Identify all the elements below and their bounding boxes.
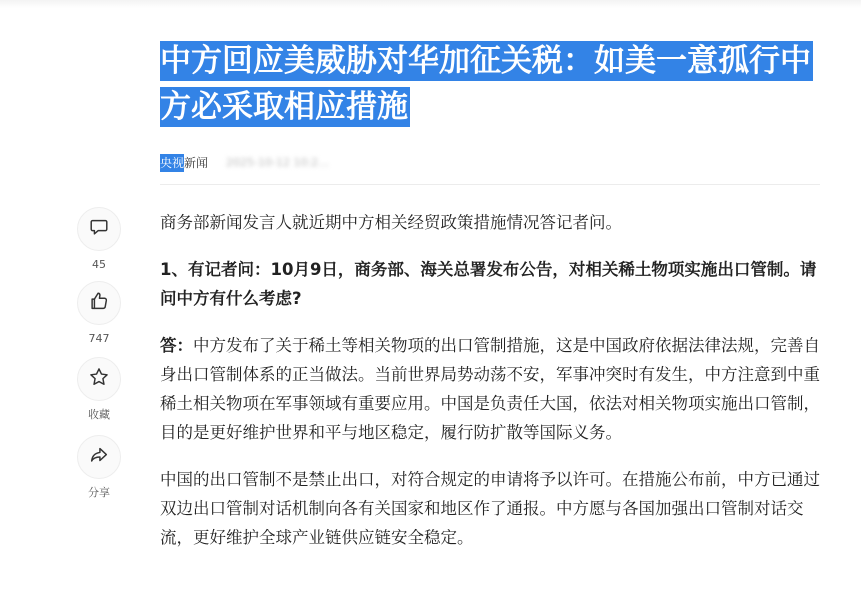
answer-text: 中方发布了关于稀土等相关物项的出口管制措施，这是中国政府依据法律法规，完善自身出口管制体系的正当做法。当前世界局势动荡不安，军事冲突时有发生，中方注意到中重稀土相关物项在军事领域有重要应用。中国是负责任大国，依法对相关物项实施出口管制，目的是更好维护世界和平与地区稳定，履行防扩散等国际义务。 [160,336,820,442]
answer-label: 答： [160,336,193,355]
publish-time-blurred: 2025-10-12 10:2… [226,156,330,169]
source-name[interactable]: 新闻 [184,156,209,170]
header-divider [160,184,820,185]
like-count: 747 [88,332,110,345]
share-icon-circle[interactable] [77,435,121,479]
favorite-button[interactable] [76,357,122,422]
question-paragraph: 1、有记者问：10月9日，商务部、海关总署发布公告，对相关稀土物项实施出口管制。请问中方有什么考虑? [160,260,817,308]
star-icon [88,366,110,392]
comment-icon [88,216,110,242]
article-title [160,38,820,130]
comment-count: 45 [92,258,106,271]
thumbs-up-icon [88,290,110,316]
source-name-selected[interactable]: 央视 [160,156,185,170]
article-meta [160,154,329,172]
top-strip [0,0,861,8]
faint-background-text [4,62,154,80]
share-icon [88,444,110,470]
comment-icon-circle[interactable] [77,207,121,251]
title-selection: 中方回应美威胁对华加征关税：如美一意孤行中方必采取相应措施 [160,43,811,125]
comment-button[interactable] [76,207,122,272]
share-label: 分享 [88,486,110,499]
like-icon-circle[interactable] [77,281,121,325]
favorite-icon-circle[interactable] [77,357,121,401]
answer-paragraph [160,331,822,447]
intro-paragraph: 商务部新闻发言人就近期中方相关经贸政策措施情况答记者问。 [160,213,622,232]
share-button[interactable] [76,435,122,500]
favorite-label: 收藏 [88,408,110,421]
article-body [160,208,822,552]
like-button[interactable] [76,281,122,346]
paragraph-3: 中国的出口管制不是禁止出口，对符合规定的申请将予以许可。在措施公布前，中方已通过双边出口管制对话机制向各有关国家和地区作了通报。中方愿与各国加强出口管制对话交流，更好维护全球产业链供应链安全稳定。 [160,470,820,547]
